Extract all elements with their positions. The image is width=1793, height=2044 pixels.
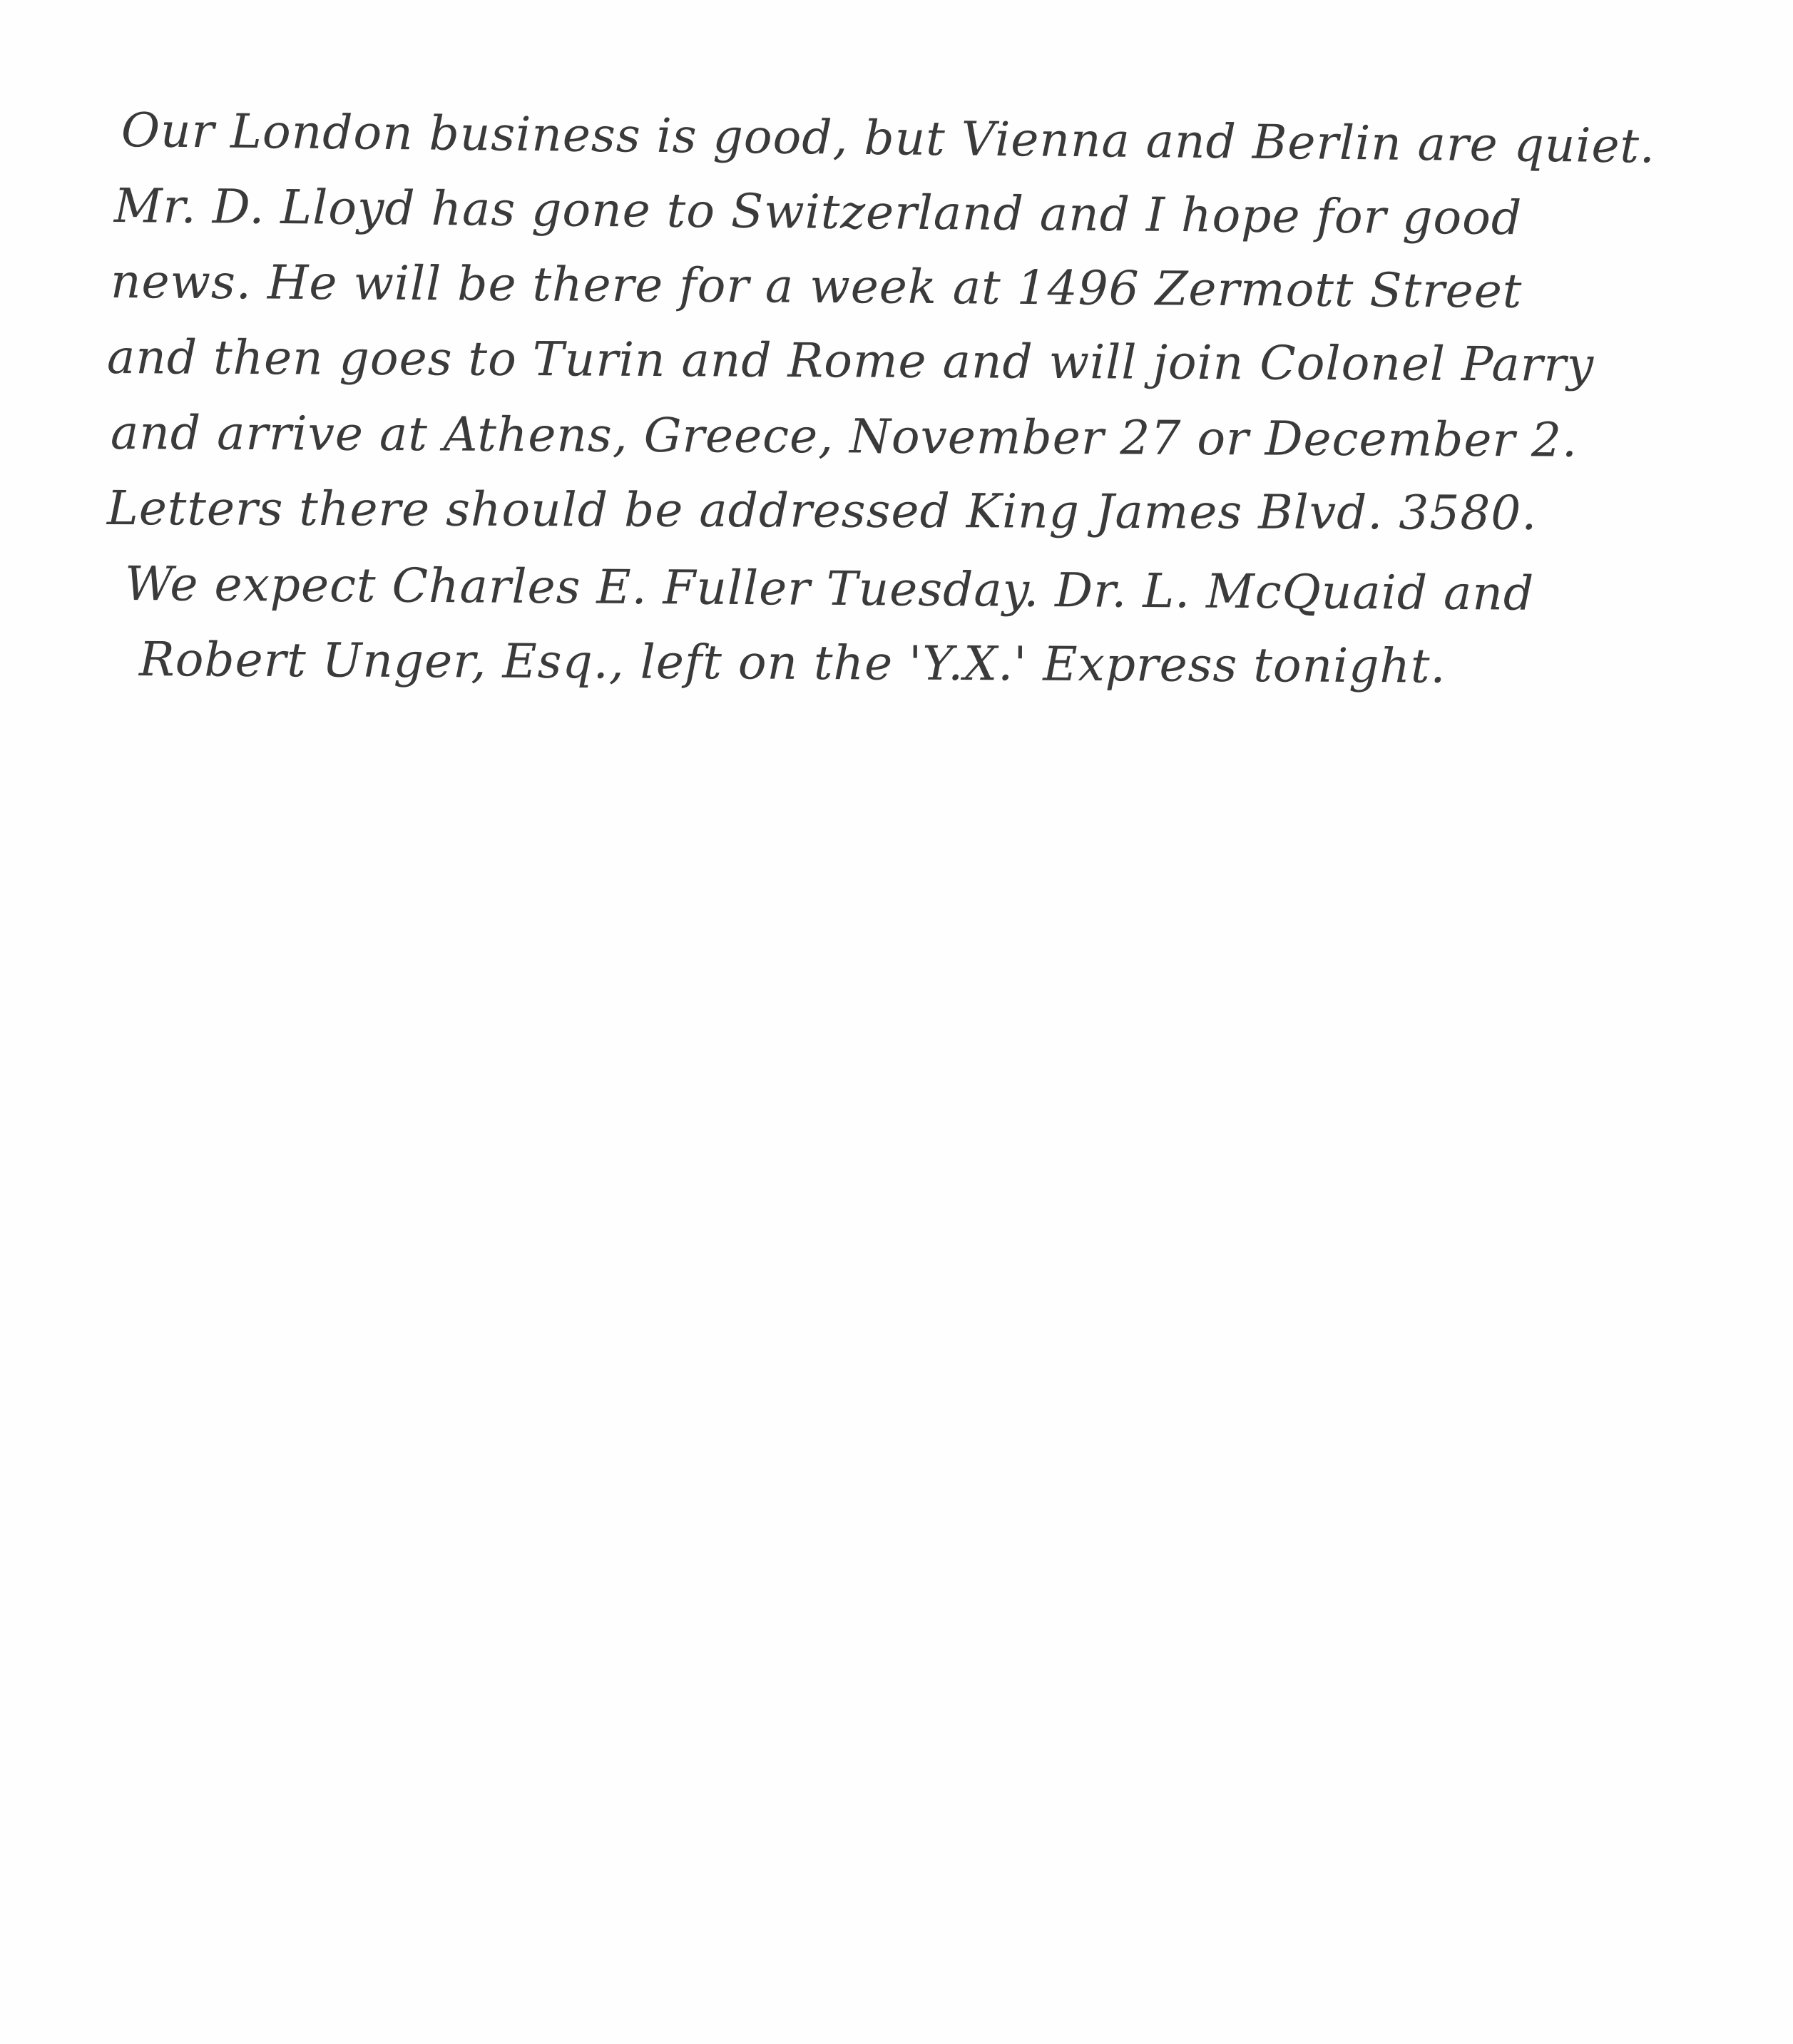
letter-line: and arrive at Athens, Greece, November 27 or December 2. xyxy=(110,405,1578,468)
letter-line: Robert Unger, Esq., left on the 'Y.X.' Express tonight. xyxy=(138,632,1446,694)
handwritten-letter xyxy=(107,93,1712,697)
letter-line: news. He will be there for a week at 1496 Zermott Street xyxy=(110,254,1523,319)
letter-line: We expect Charles E. Fuller Tuesday. Dr. L. McQuaid and xyxy=(124,556,1535,621)
letter-line: Letters there should be addressed King James Blvd. 3580. xyxy=(106,481,1538,541)
letter-line: and then goes to Turin and Rome and will join Colonel Parry xyxy=(106,329,1595,392)
letter-line: Mr. D. Lloyd has gone to Switzerland and I hope for good xyxy=(113,178,1523,246)
letter-line: Our London business is good, but Vienna and Berlin are quiet. xyxy=(121,103,1656,174)
